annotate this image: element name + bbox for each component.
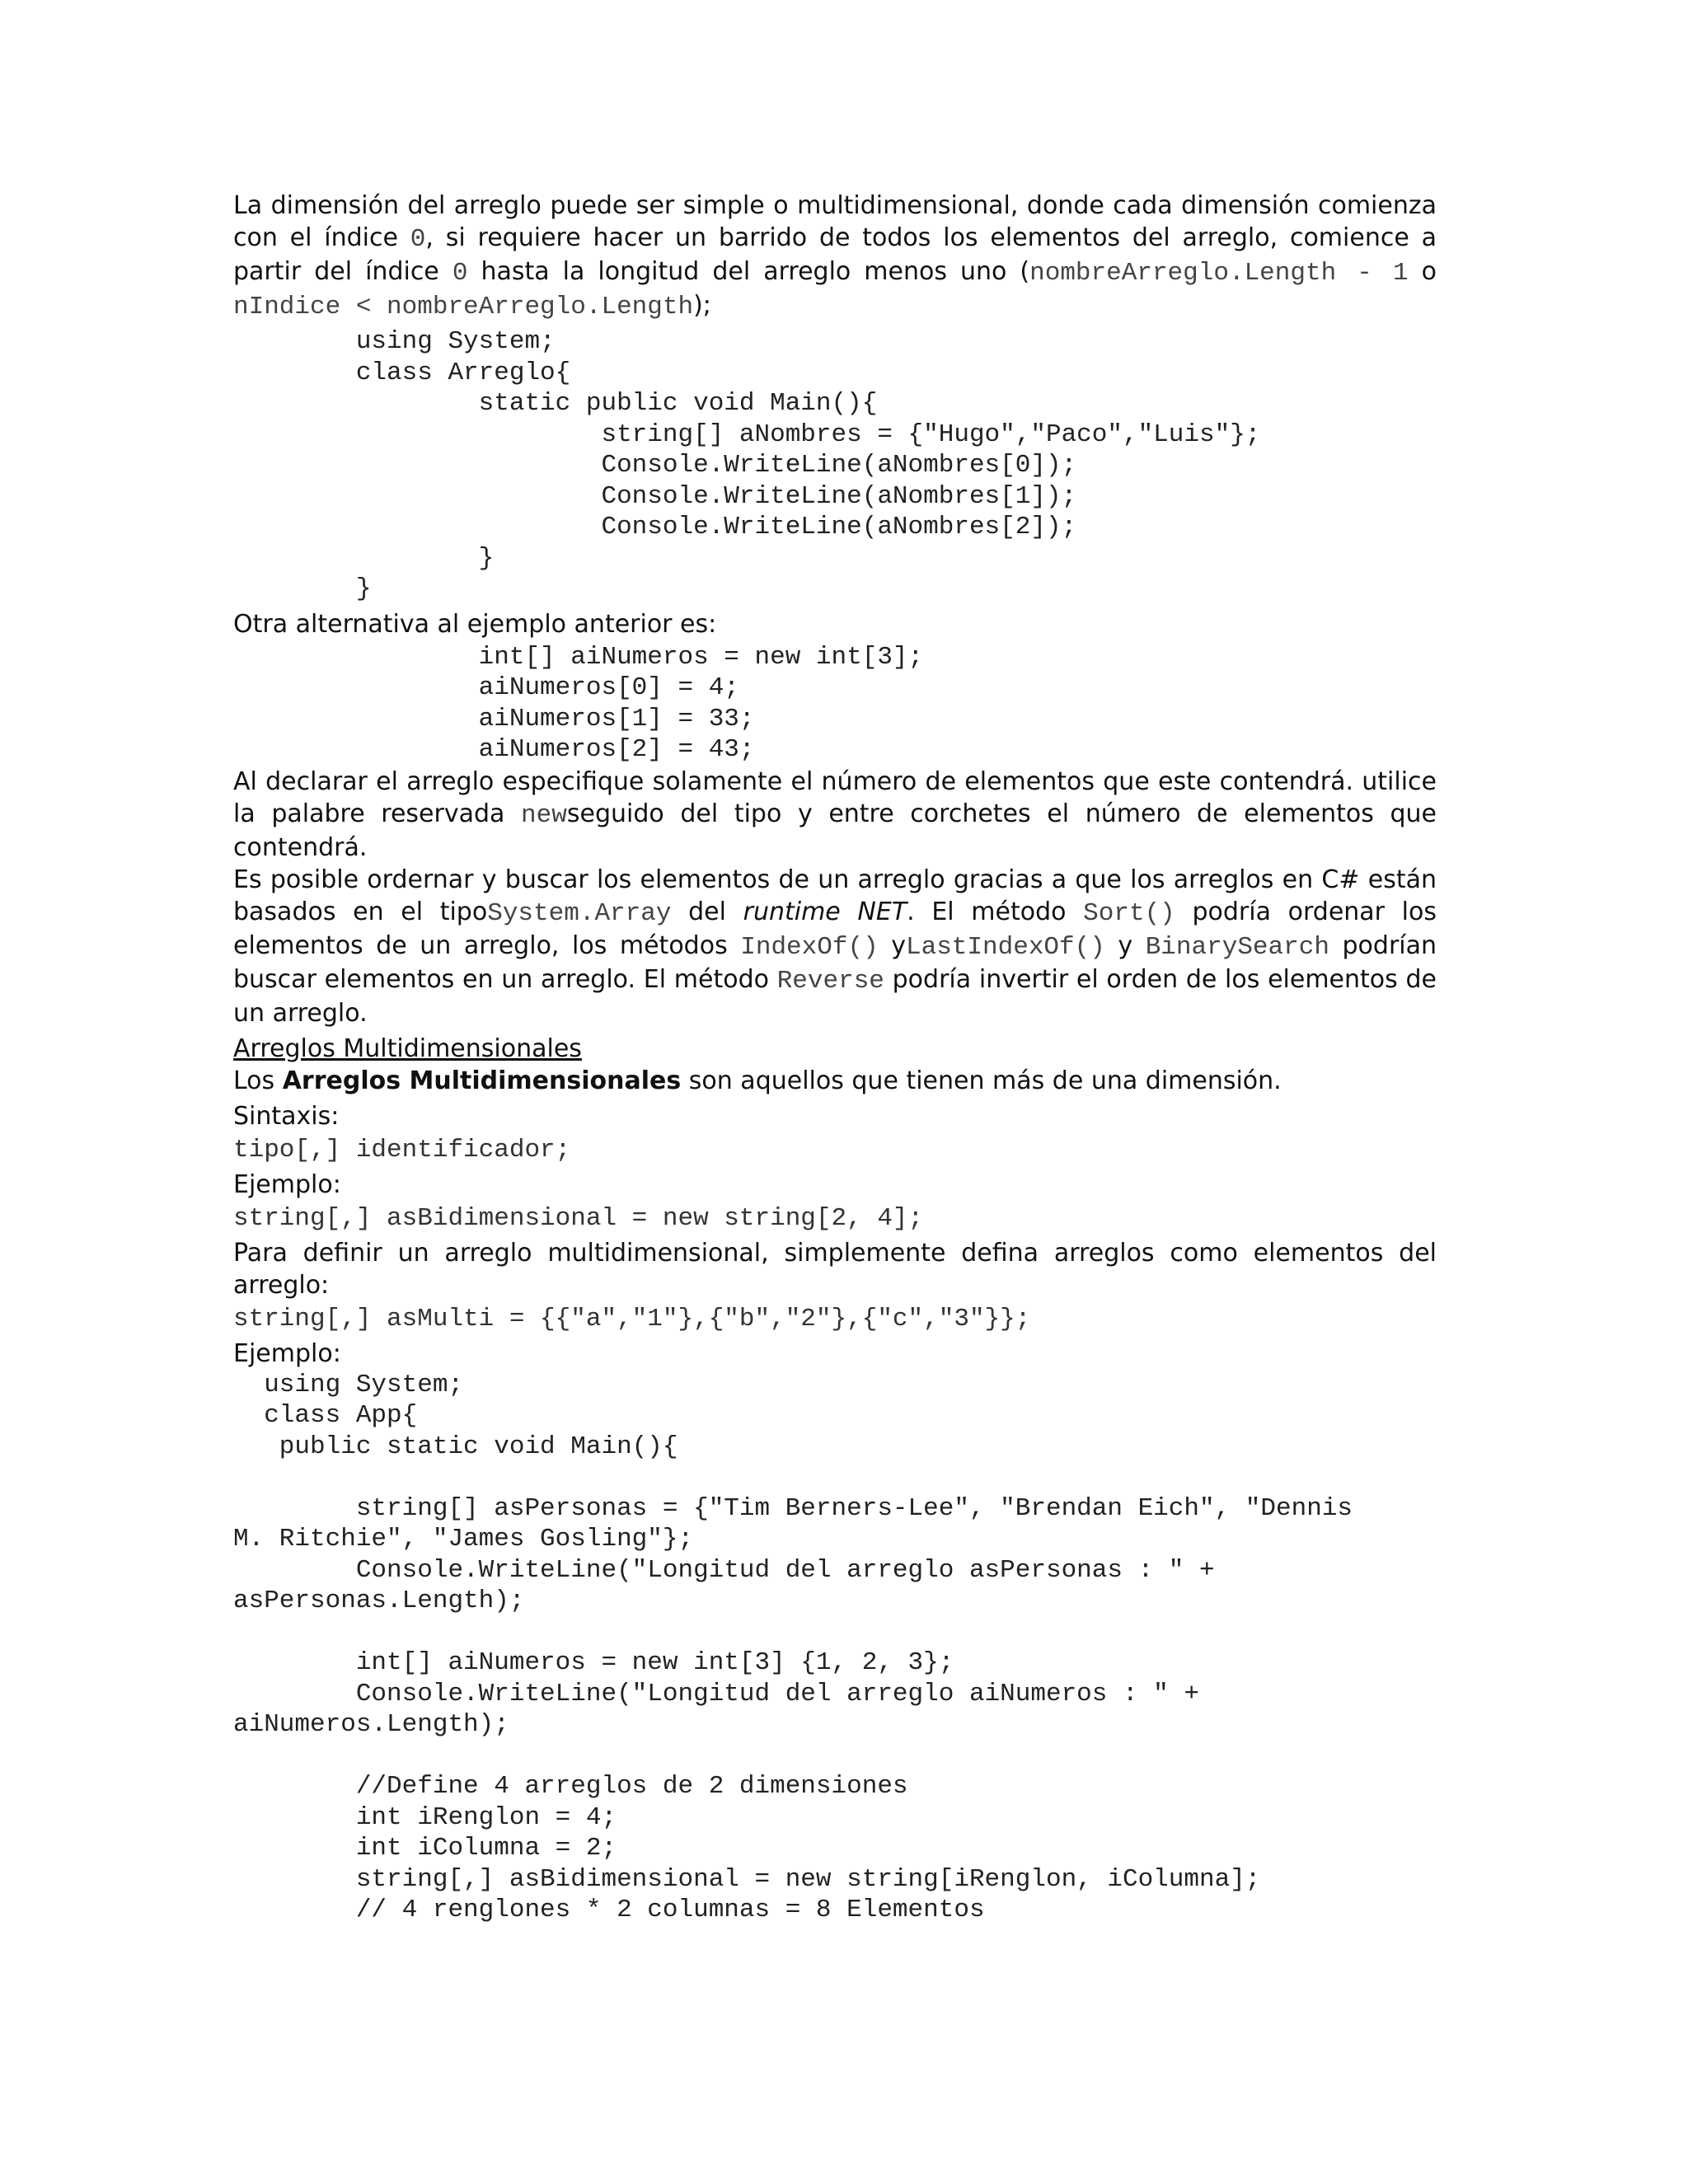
definition-text: Los: [233, 1066, 283, 1095]
inline-code: BinarySearch: [1145, 932, 1329, 962]
inline-code: new: [521, 800, 567, 830]
section-heading: Arreglos Multidimensionales: [233, 1033, 582, 1063]
sorting-text: podría ordenar los elementos de un arreglo, los métodos: [233, 897, 1437, 960]
intro-text: o: [1408, 257, 1437, 286]
example2-label: Ejemplo:: [233, 1338, 341, 1368]
declare-text: seguido del tipo y entre corchetes el número de elementos que contendrá.: [233, 799, 1437, 862]
inline-code: Reverse: [776, 966, 884, 996]
sorting-text: y: [878, 930, 906, 960]
intro-text: );: [693, 291, 711, 320]
sorting-text: Es posible ordernar y buscar los elementos de un arreglo gracias a que los arreglos en C# están basados en el tipo: [233, 865, 1437, 926]
definition-text: son aquellos que tienen más de una dimensión.: [681, 1066, 1282, 1095]
sorting-paragraph: [233, 864, 1437, 1029]
page-content: [233, 190, 1437, 1926]
code-block-arreglo: using System; class Arreglo{ static public void Main(){ string[] aNombres = {"Hugo","Paco","Luis"}; Console.WriteLine(aNombres[0]); Console.WriteLine(aNombres[1]); Console.WriteLine(aNombres[2]); } }: [355, 327, 1261, 603]
intro-text: La dimensión del arreglo puede ser simple o multidimensional, donde cada dimensión comienza con el índice: [233, 191, 1437, 252]
inline-code: 0: [410, 225, 426, 254]
sorting-text: . El método: [907, 897, 1084, 926]
code-block-app: using System; class App{ public static void Main(){ string[] asPersonas = {"Tim Berners-Lee", "Brendan Eich", "Dennis M. Ritchie", "James Gosling"}; Console.WriteLine("Longitud del arreglo asPersonas : " + asPersonas.Length); int[] aiNumeros = new int[3] {1, 2, 3}; Console.WriteLine("Longitud del arreglo aiNumeros : " + aiNumeros.Length); //Define 4 arreglos de 2 dimensiones int iRenglon = 4; int iColumna = 2; string[,] asBidimensional = new string[iRenglon, iColumna]; // 4 renglones * 2 columnas = 8 Elementos: [233, 1370, 1353, 1924]
inline-code: nombreArreglo.Length - 1: [1029, 259, 1409, 288]
inline-code: 0: [452, 259, 468, 288]
example-code: string[,] asBidimensional = new string[2, 4];: [233, 1203, 924, 1233]
syntax-label: Sintaxis:: [233, 1101, 340, 1131]
sorting-text: y: [1104, 930, 1146, 960]
syntax-code: tipo[,] identificador;: [233, 1135, 571, 1165]
declare-text: Al declarar el arreglo especifique solamente el número de elementos que este contendrá. utilice la palabre reservada: [233, 766, 1437, 828]
intro-text: hasta la longitud del arreglo menos uno (: [467, 257, 1030, 286]
example-label: Ejemplo:: [233, 1169, 341, 1199]
declare-paragraph: [233, 766, 1437, 864]
runtime-italic: runtime NET: [743, 897, 907, 926]
code-block-ainumeros: int[] aiNumeros = new int[3]; aiNumeros[0] = 4; aiNumeros[1] = 33; aiNumeros[2] = 43;: [478, 642, 924, 764]
sorting-text: del: [671, 897, 743, 926]
define-code: string[,] asMulti = {{"a","1"},{"b","2"},{"c","3"}};: [233, 1304, 1031, 1333]
inline-code: Sort(): [1083, 898, 1175, 928]
sorting-text: podrían buscar elementos en un arreglo. El método: [233, 930, 1437, 994]
intro-paragraph: [233, 190, 1437, 323]
inline-code: System.Array: [487, 898, 672, 928]
intro-text: , si requiere hacer un barrido de todos los elementos del arreglo, comience a partir del índice: [233, 223, 1437, 286]
inline-code: IndexOf(): [740, 932, 879, 962]
alternative-heading: Otra alternativa al ejemplo anterior es:: [233, 609, 717, 639]
inline-code: nIndice < nombreArreglo.Length: [233, 293, 694, 321]
sorting-text: podría invertir el orden de los elementos de un arreglo.: [233, 964, 1437, 1028]
multi-definition: [233, 1065, 1437, 1097]
inline-code: LastIndexOf(): [906, 932, 1105, 962]
definition-bold: Arreglos Multidimensionales: [282, 1066, 682, 1095]
define-paragraph: Para definir un arreglo multidimensional, simplemente defina arreglos como elementos del arreglo:: [233, 1238, 1437, 1300]
